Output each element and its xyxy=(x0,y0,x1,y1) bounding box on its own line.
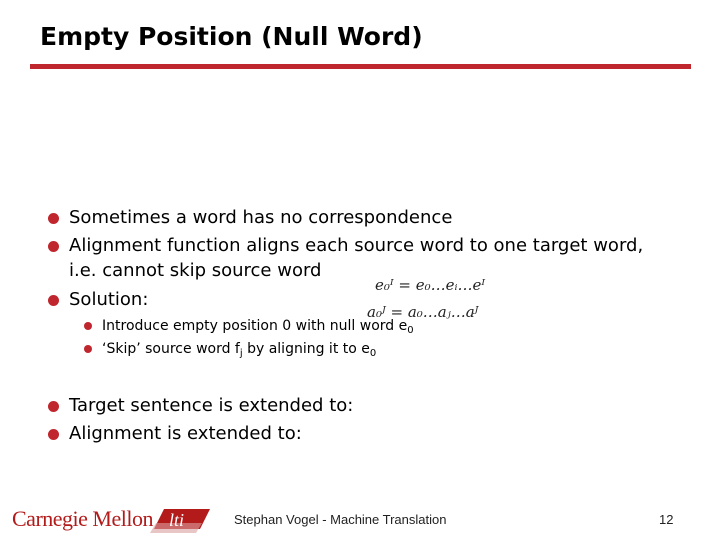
sub-bullet-text: ‘Skip’ source word $f_j$ by aligning it to $e_0$ xyxy=(102,341,377,359)
sub-bullet-text: Introduce empty position 0 with null word $e_0$ xyxy=(102,318,414,336)
sub-bullet-dot-icon xyxy=(84,345,92,353)
bullet-dot-icon xyxy=(48,213,59,224)
bullet-text: Alignment function aligns each source word to one target word, xyxy=(69,235,644,256)
lti-logo-text: lti xyxy=(169,510,185,530)
bullet-text: Sometimes a word has no correspondence xyxy=(69,207,453,228)
slide-title: Empty Position (Null Word) xyxy=(40,22,423,51)
bullet-text: Target sentence is extended to: xyxy=(69,395,354,416)
bullet-text: Alignment is extended to: xyxy=(69,423,302,444)
bullet-text: i.e. cannot skip source word xyxy=(69,260,322,281)
footer-text: Stephan Vogel - Machine Translation xyxy=(234,512,447,527)
sub-bullet-dot-icon xyxy=(84,322,92,330)
bullet-text: Solution: xyxy=(69,289,149,310)
lti-logo-icon xyxy=(150,505,212,535)
formula-alignment: a₀ᴶ = a₀…aⱼ…aᴶ xyxy=(367,303,479,321)
bullet-dot-icon xyxy=(48,295,59,306)
bullet-dot-icon xyxy=(48,401,59,412)
title-rule xyxy=(30,64,691,69)
page-number: 12 xyxy=(659,512,674,527)
formula-target-sentence: e₀ᴵ = e₀…eᵢ…eᴵ xyxy=(375,276,486,294)
bullet-dot-icon xyxy=(48,429,59,440)
cmu-logo: Carnegie Mellon xyxy=(12,506,153,531)
bullet-dot-icon xyxy=(48,241,59,252)
